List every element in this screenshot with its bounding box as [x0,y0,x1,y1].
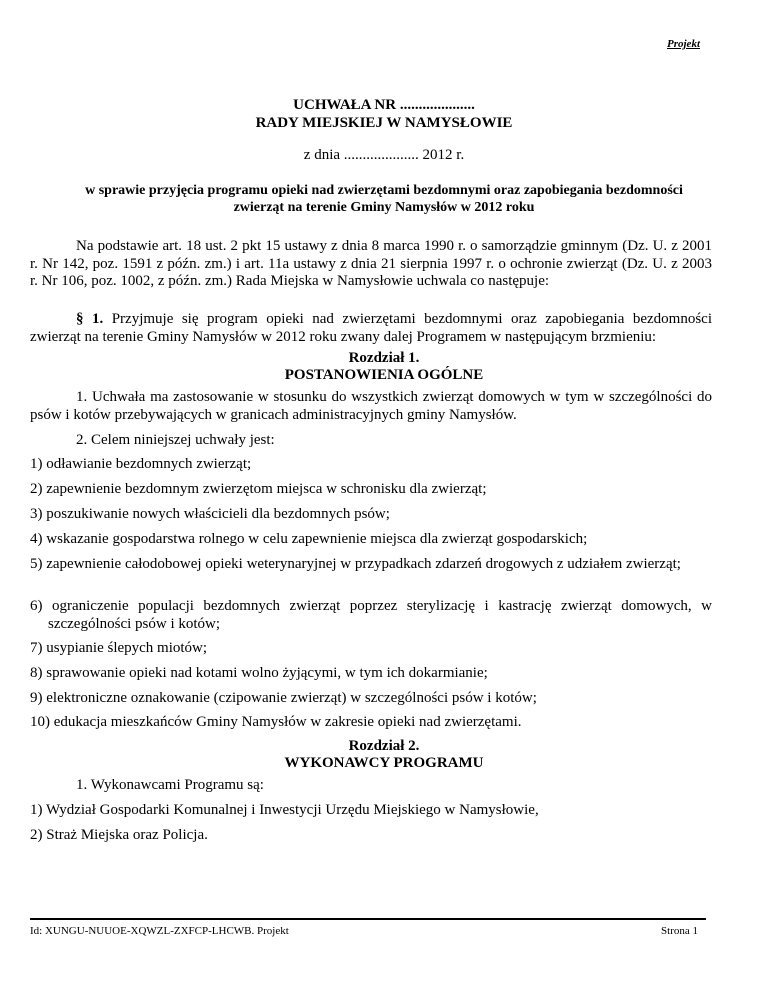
list-item: 2) Straż Miejska oraz Policja. [30,827,208,843]
document-id: Id: XUNGU-NUUOE-XQWZL-ZXFCP-LHCWB. Projekt [30,925,289,937]
date-line: z dnia .................... 2012 r. [303,147,465,163]
list-item: 9) elektroniczne oznakowanie (czipowanie zwierząt) w szczególności psów i kotów; [30,690,537,706]
chapter-1-paragraph-2: 2. Celem niniejszej uchwały jest: [76,432,275,448]
footer-divider [30,918,706,920]
chapter-2-title: WYKONAWCY PROGRAMU [284,755,484,771]
list-item: 8) sprawowanie opieki nad kotami wolno żyjącymi, w tym ich dokarmianie; [30,665,488,681]
list-item: 1) Wydział Gospodarki Komunalnej i Inwestycji Urzędu Miejskiego w Namysłowie, [30,802,539,818]
section-1-text: Przyjmuje się program opieki nad zwierzętami bezdomnymi oraz zapobiegania bezdomności zwierząt na terenie Gminy Namysłów w 2012 roku zwany dalej Programem w następującym brzmieniu: [30,311,713,345]
chapter-1-paragraph-1: 1. Uchwała ma zastosowanie w stosunku do wszystkich zwierząt domowych w tym w szczególności do psów i kotów przebywających w granicach administracyjnych gminy Namysłów. [30,389,712,423]
resolution-number: UCHWAŁA NR .................... [293,97,475,113]
chapter-2-paragraph-1: 1. Wykonawcami Programu są: [76,777,264,793]
council-name: RADY MIEJSKIEJ W NAMYSŁOWIE [255,115,513,131]
page-number: Strona 1 [661,925,698,937]
list-item: 2) zapewnienie bezdomnym zwierzętom miejsca w schronisku dla zwierząt; [30,481,487,497]
list-item: 5) zapewnienie całodobowej opieki weterynaryjnej w przypadkach zdarzeń drogowych z udziałem zwierząt; [30,556,681,572]
chapter-2-number: Rozdział 2. [348,738,420,754]
preamble: Na podstawie art. 18 ust. 2 pkt 15 ustawy z dnia 8 marca 1990 r. o samorządzie gminnym (Dz. U. z 2001 r. Nr 142, poz. 1591 z późn. zm.) i art. 11a ustawy z dnia 21 sierpnia 1997 r. o ochronie zwierząt (Dz. U. z 2003 r. Nr 106, poz. 1002, z późn. zm.) Rada Miejska w Namysłowie uchwala co następuje: [30,238,712,289]
chapter-1-title: POSTANOWIENIA OGÓLNE [284,367,484,383]
projekt-label: Projekt [667,38,700,50]
chapter-1-number: Rozdział 1. [348,350,420,366]
list-item: 3) poszukiwanie nowych właścicieli dla bezdomnych psów; [30,506,390,522]
section-1-mark: § 1. [76,311,104,327]
resolution-subject: w sprawie przyjęcia programu opieki nad zwierzętami bezdomnymi oraz zapobiegania bezdomności zwierząt na terenie Gminy Namysłów w 2012 roku [85,183,683,215]
list-item: 10) edukacja mieszkańców Gminy Namysłów w zakresie opieki nad zwierzętami. [30,714,522,730]
section-1 [30,311,712,346]
list-item: 4) wskazanie gospodarstwa rolnego w celu zapewnienie miejsca dla zwierząt gospodarskich; [30,531,588,547]
list-item: 1) odławianie bezdomnych zwierząt; [30,456,252,472]
list-item: 6) ograniczenie populacji bezdomnych zwierząt poprzez sterylizację i kastrację zwierząt domowych, w szczególności psów i kotów; [30,598,712,632]
list-item: 7) usypianie ślepych miotów; [30,640,208,656]
